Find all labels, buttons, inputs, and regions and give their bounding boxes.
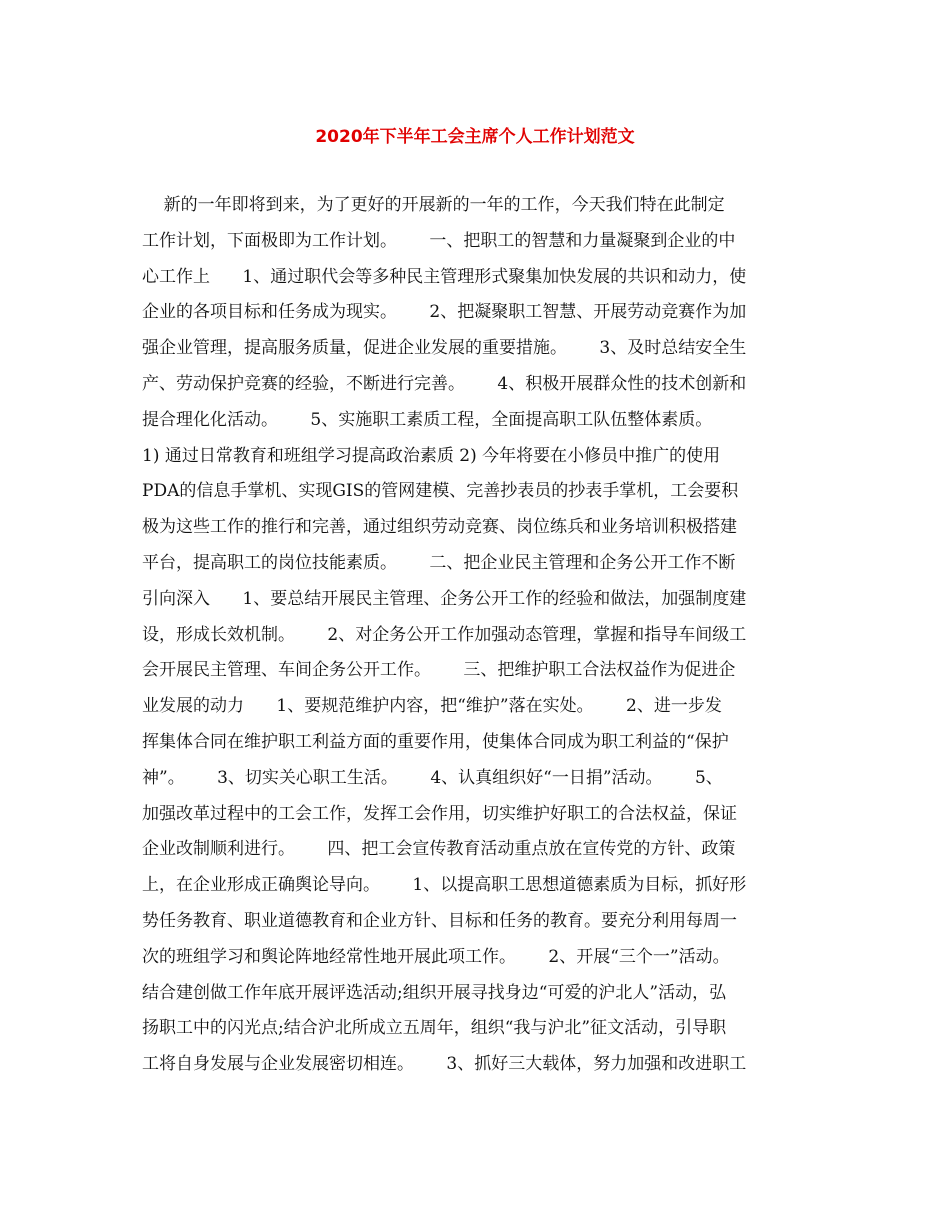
- body-line: 引向深入 1、要总结开展民主管理、企务公开工作的经验和做法，加强制度建: [142, 588, 747, 609]
- body-line: 神”。 3、切实关心职工生活。 4、认真组织好“一日捐”活动。 5、: [142, 767, 723, 788]
- body-line: 新的一年即将到来，为了更好的开展新的一年的工作，今天我们特在此制定: [142, 195, 725, 215]
- body-line: 强企业管理，提高服务质量，促进企业发展的重要措施。 3、及时总结安全生: [142, 338, 747, 359]
- body-line: 企业改制顺利进行。 四、把工会宣传教育活动重点放在宣传党的方针、政策: [142, 839, 736, 860]
- body-line: 设，形成长效机制。 2、对企务公开工作加强动态管理，掌握和指导车间级工: [142, 624, 747, 645]
- body-line: 产、劳动保护竞赛的经验，不断进行完善。 4、积极开展群众性的技术创新和: [142, 373, 747, 394]
- body-line: 1) 通过日常教育和班组学习提高政治素质 2) 今年将要在小修员中推广的使用: [142, 445, 721, 466]
- document-title: 2020年下半年工会主席个人工作计划范文: [315, 127, 635, 147]
- body-line: 提合理化化活动。 5、实施职工素质工程，全面提高职工队伍整体素质。: [142, 409, 713, 430]
- body-line: 结合建创做工作年底开展评选活动;组织开展寻找身边“可爱的沪北人”活动，弘: [142, 982, 727, 1003]
- body-line: 会开展民主管理、车间企务公开工作。 三、把维护职工合法权益作为促进企: [142, 660, 736, 681]
- body-line: 极为这些工作的推行和完善，通过组织劳动竞赛、岗位练兵和业务培训积极搭建: [142, 517, 737, 538]
- body-line: 势任务教育、职业道德教育和企业方针、目标和任务的教育。要充分利用每周一: [142, 910, 737, 931]
- body-line: 业发展的动力 1、要规范维护内容，把“维护”落在实处。 2、进一步发: [142, 696, 722, 717]
- body-line: 企业的各项目标和任务成为现实。 2、把凝聚职工智慧、开展劳动竞赛作为加: [142, 302, 747, 323]
- body-line: 心工作上 1、通过职代会等多种民主管理形式聚集加快发展的共识和动力，使: [142, 266, 747, 287]
- body-line: 加强改革过程中的工会工作，发挥工会作用，切实维护好职工的合法权益，保证: [142, 803, 737, 824]
- body-line: 挥集体合同在维护职工利益方面的重要作用，使集体合同成为职工利益的“保护: [142, 731, 729, 752]
- document-body: [142, 188, 812, 1083]
- body-line: 工作计划，下面极即为工作计划。 一、把职工的智慧和力量凝聚到企业的中: [142, 230, 736, 251]
- body-line: 平台，提高职工的岗位技能素质。 二、把企业民主管理和企务公开工作不断: [142, 552, 736, 573]
- body-line: 次的班组学习和舆论阵地经常性地开展此项工作。 2、开展“三个一”活动。: [142, 946, 730, 967]
- body-line: 工将自身发展与企业发展密切相连。 3、抓好三大载体，努力加强和改进职工: [142, 1054, 747, 1075]
- body-line: 扬职工中的闪光点;结合沪北所成立五周年，组织“我与沪北”征文活动，引导职: [142, 1018, 727, 1039]
- body-line: PDA的信息手掌机、实现GIS的管网建模、完善抄表员的抄表手掌机，工会要积: [142, 481, 739, 502]
- body-line: 上，在企业形成正确舆论导向。 1、以提高职工思想道德素质为目标，抓好形: [142, 875, 747, 896]
